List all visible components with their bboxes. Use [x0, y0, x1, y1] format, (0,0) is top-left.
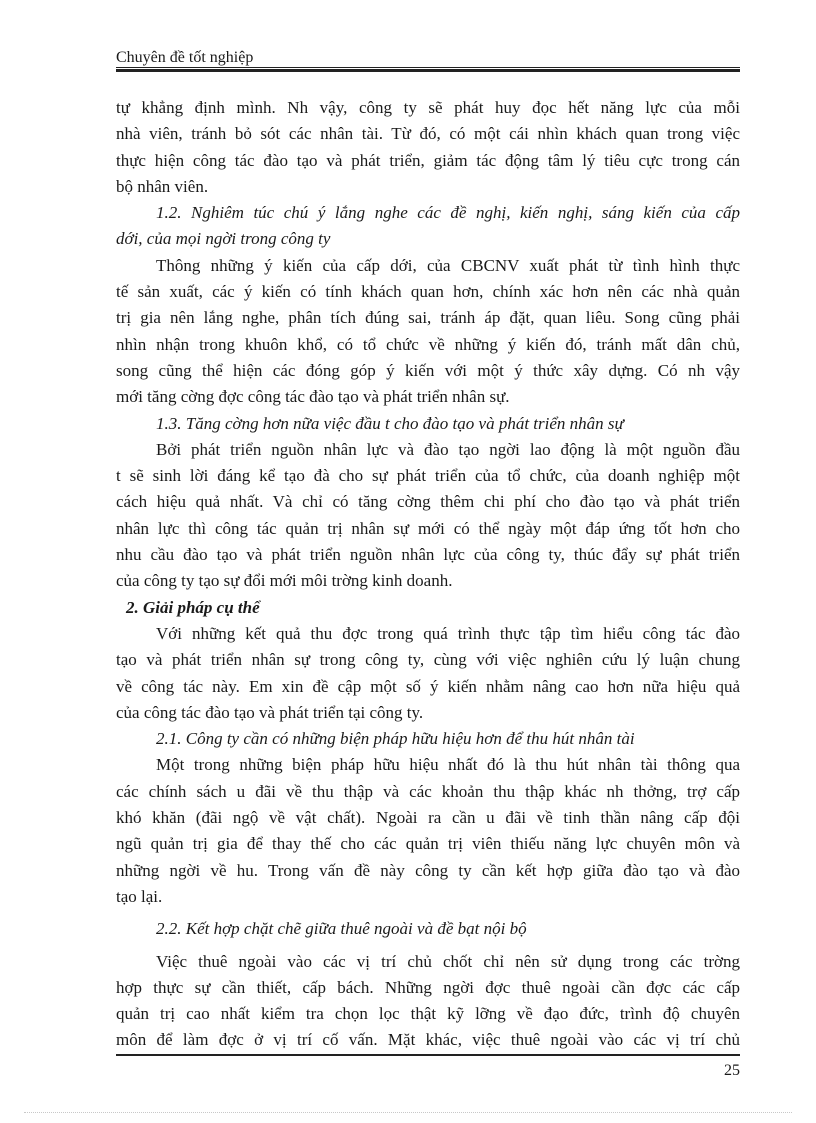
text-line: nhân lực thì công tác quản trị nhân sự mới có thể ngày một đáp ứng tốt hơn cho — [116, 518, 740, 538]
text-line: t sẽ sinh lời đáng kể tạo đà cho sự phát triển của tổ chức, của doanh nghiệp một — [116, 466, 740, 486]
text-line: tế sản xuất, các ý kiến có tính khách quan hơn, chính xác hơn nên các nhà quản — [116, 282, 740, 302]
subsection-heading: dới, của mọi ngời trong công ty — [116, 229, 331, 249]
page-break-line — [24, 1112, 792, 1113]
text-line: của công ty tạo sự đổi mới môi trờng kinh doanh. — [116, 571, 453, 591]
text-line: trị gia nên lắng nghe, phân tích đúng sai, tránh áp đặt, quan liêu. Song cũng phải — [116, 308, 740, 328]
text-line: tự khẳng định mình. Nh vậy, công ty sẽ phát huy đọc hết năng lực của mỗi — [116, 98, 740, 117]
text-line: những ngời về hu. Trong vấn đề này công ty cần kết hợp giữa đào tạo và đào — [116, 860, 740, 880]
text-line: tạo và phát triển nhân sự trong công ty, cùng với việc nghiên cứu lý luận chung — [116, 650, 740, 670]
subsection-heading: 1.3. Tăng cờng hơn nữa việc đầu t cho đào tạo và phát triển nhân sự — [156, 413, 624, 433]
text-line: cách hiệu quả nhất. Và chỉ có tăng cờng thêm chi phí cho đào tạo và phát triển — [116, 492, 740, 512]
text-line: Bởi phát triển nguồn nhân lực và đào tạo ngời lao động là một nguồn đầu — [156, 439, 740, 459]
text-line: Với những kết quả thu đợc trong quá trình thực tập tìm hiểu công tác đào — [156, 623, 740, 643]
footer-rule — [116, 1054, 740, 1056]
page-number: 25 — [724, 1062, 740, 1079]
text-line: nhu cầu đào tạo và phát triển nguồn nhân lực của công ty, thúc đẩy sự phát triển — [116, 545, 740, 565]
text-line: Một trong những biện pháp hữu hiệu nhất đó là thu hút nhân tài thông qua — [156, 755, 740, 775]
text-line: của công tác đào tạo và phát triển tại công ty. — [116, 702, 424, 722]
text-line: các chính sách u đãi về thu thập và các khoản thu thập khác nh thởng, trợ cấp — [116, 781, 740, 801]
text-line: quản trị cao nhất kiểm tra chọn lọc thật kỹ lỡng về đạo đức, trình độ chuyên — [116, 1004, 740, 1024]
body-text — [116, 95, 740, 1054]
running-header-title: Chuyên đề tốt nghiệp — [116, 49, 254, 66]
text-line: về công tác này. Em xin đề cập một số ý kiến nhằm nâng cao hơn nữa hiệu quả — [116, 676, 740, 696]
text-line: song cũng thể hiện các đóng góp ý kiến với một ý thức xây dựng. Có nh vậy — [116, 360, 740, 380]
text-line: Việc thuê ngoài vào các vị trí chủ chốt chỉ nên sử dụng trong các trờng — [156, 951, 740, 971]
subsection-heading: 1.2. Nghiêm túc chú ý lắng nghe các đề nghị, kiến nghị, sáng kiến của cấp — [156, 203, 740, 223]
text-line: bộ nhân viên. — [116, 176, 209, 196]
text-line: Thông những ý kiến của cấp dới, của CBCNV xuất phát từ tình hình thực — [156, 255, 740, 275]
header-rule — [116, 67, 740, 72]
subsection-heading: 2.1. Công ty cần có những biện pháp hữu hiệu hơn để thu hút nhân tài — [156, 729, 635, 749]
text-line: hợp thực sự cần thiết, cấp bách. Những ngời đợc thuê ngoài cần đợc các cấp — [116, 977, 740, 997]
subsection-heading: 2.2. Kết hợp chặt chẽ giữa thuê ngoài và đề bạt nội bộ — [156, 919, 527, 939]
text-line: tạo lại. — [116, 886, 163, 906]
text-line: nhìn nhận trong khuôn khổ, có tổ chức về những ý kiến đó, tránh mất dân chủ, — [116, 334, 740, 354]
text-line: môn để làm đợc ở vị trí cố vấn. Mặt khác, việc thuê ngoài vào các vị trí chủ — [116, 1030, 740, 1050]
text-line: ngũ quản trị gia để thay thế cho các quản trị viên thiếu năng lực chuyên môn và — [116, 834, 740, 854]
text-line: mới tăng cờng đợc công tác đào tạo và phát triển nhân sự. — [116, 387, 510, 407]
text-line: khó khăn (đãi ngộ về vật chất). Ngoài ra cần u đãi về tinh thần nâng cấp đội — [116, 808, 740, 828]
section-heading: 2. Giải pháp cụ thể — [126, 597, 260, 617]
text-line: nhà viên, tránh bỏ sót các nhân tài. Từ đó, có một cái nhìn khách quan trong việc — [116, 124, 740, 144]
text-line: thực hiện công tác đào tạo và phát triển, giảm tác động tâm lý tiêu cực trong cán — [116, 150, 740, 170]
